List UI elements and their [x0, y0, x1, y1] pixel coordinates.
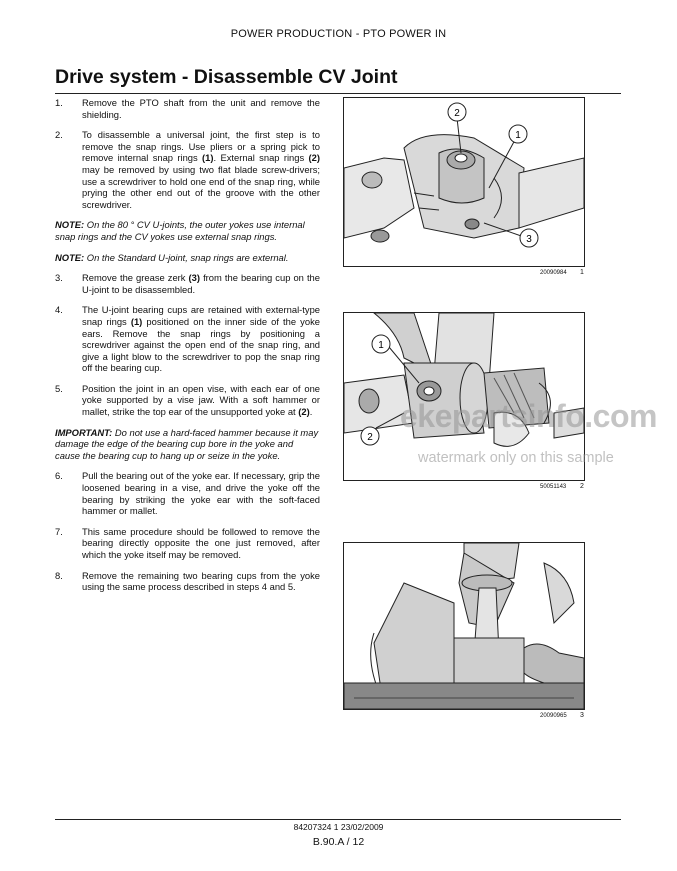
callout-label: 1 — [378, 340, 384, 351]
figure-3-vise — [343, 542, 585, 710]
instructions-column — [55, 97, 320, 602]
note-standard — [55, 252, 320, 264]
important-text: Do not use a hard-faced hammer because it may damage the edge of the bearing cup bore in the yoke and cause the bearing cup to hang up or seize in the yoke. — [55, 426, 319, 461]
step-item — [55, 129, 320, 210]
note-80-cv — [55, 219, 320, 242]
figure-2-number: 2 — [580, 483, 584, 490]
steps-group-a — [55, 97, 320, 210]
steps-group-c — [55, 470, 320, 592]
step-text: To disassemble a universal joint, the first step is to remove the snap rings. Use pliers or a spring pick to remove internal snap rings (1). External snap rings (2) may be removed by using two flat blade screw-drivers; use a screwdriver to hold one end of the snap ring, while prying the other end out of the groove with the other screwdriver. — [82, 129, 320, 210]
step-text: Remove the grease zerk (3) from the bearing cup on the U-joint to be disassembled. — [82, 272, 320, 295]
note-label: NOTE: — [55, 251, 85, 263]
callout-label: 1 — [515, 130, 521, 141]
step-text: Remove the PTO shaft from the unit and remove the shielding. — [82, 97, 320, 120]
figure-2-code: 50051143 — [540, 484, 567, 490]
figure-1-ujoint — [343, 97, 585, 267]
step-item — [55, 526, 320, 561]
step-item — [55, 470, 320, 516]
callout-label: 3 — [526, 234, 532, 245]
step-number: 5. — [55, 382, 63, 394]
steps-group-b — [55, 272, 320, 418]
footer-rule — [55, 819, 621, 820]
step-text: Pull the bearing out of the yoke ear. If necessary, grip the loosened bearing in a vise, and drive the yoke off the bearing by striking the yoke ear with the soft-faced hammer or mallet. — [82, 470, 320, 517]
step-text: Position the joint in an open vise, with each ear of one yoke supported by a vise jaw. With a soft hammer or mallet, strike the top ear of the unsupported yoke at (2). — [82, 382, 320, 418]
footer-page: B.90.A / 12 — [312, 836, 365, 848]
footer-docid: 84207324 1 23/02/2009 — [293, 822, 384, 832]
step-number: 8. — [55, 569, 63, 581]
step-item — [55, 272, 320, 295]
step-number: 4. — [55, 304, 63, 316]
note-text: On the Standard U-joint, snap rings are external. — [86, 251, 289, 263]
figure-1-number: 1 — [580, 269, 584, 276]
watermark-site: ekepartsinfo.com — [400, 398, 657, 434]
page-title: Drive system - Disassemble CV Joint — [55, 66, 398, 88]
watermark-notice: watermark only on this sample — [418, 450, 614, 466]
note-text: On the 80 ° CV U-joints, the outer yokes use internal snap rings and the CV yokes use external snap rings. — [55, 219, 305, 242]
important-label: IMPORTANT: — [55, 426, 113, 438]
step-item — [55, 97, 320, 120]
step-number: 2. — [55, 129, 63, 141]
step-text: Remove the remaining two bearing cups from the yoke using the same process described in steps 4 and 5. — [82, 569, 320, 593]
step-text: The U-joint bearing cups are retained with external-type snap rings (1) positioned on the inner side of the yoke ears. Remove the snap rings by positioning a screwdriver against the open end of the snap ring, and give a light blow to the screwdriver to pop the snap ring off the bearing cup. — [82, 304, 320, 374]
step-text: This same procedure should be followed to remove the bearing directly opposite the one just removed, after which the yoke itself may be removed. — [82, 525, 320, 560]
step-item — [55, 304, 320, 374]
page-header: POWER PRODUCTION - PTO POWER IN — [230, 28, 447, 40]
title-rule — [55, 93, 621, 94]
step-number: 1. — [55, 97, 63, 108]
step-item — [55, 383, 320, 418]
figure-3-code: 20090965 — [540, 713, 567, 719]
figure-3-number: 3 — [580, 712, 584, 719]
step-number: 7. — [55, 525, 63, 537]
note-label: NOTE: — [55, 219, 85, 231]
callout-label: 2 — [367, 432, 373, 443]
step-number: 3. — [55, 272, 63, 284]
callout-label: 2 — [454, 108, 460, 119]
step-number: 6. — [55, 470, 63, 482]
important-note — [55, 427, 320, 462]
step-item — [55, 570, 320, 593]
figure-1-code: 20090984 — [540, 270, 567, 276]
